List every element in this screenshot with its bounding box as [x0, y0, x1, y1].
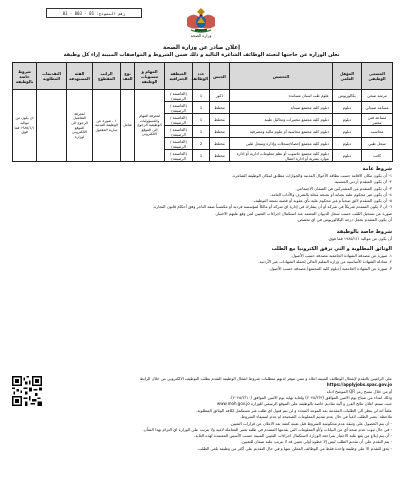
- job-title: مرشد صحي: [362, 90, 393, 102]
- job-gender: مختلط: [210, 138, 230, 150]
- job-count: 1: [193, 90, 210, 102]
- job-degree: دبلوم: [333, 114, 362, 126]
- col-header: التخصص: [230, 63, 333, 90]
- job-count: 2: [193, 138, 210, 150]
- job-tasks: لمعرفة المهام والمسؤوليات الوظيفية الرجوع إلى الموقع الالكتروني: [135, 90, 165, 162]
- job-specialization: دبلوم كلية مجتمع حاسوب أو نظم معلومات ادارية أو ادارة موارد بشرية أو ادارة اعمال: [230, 150, 333, 162]
- col-header: شروط خاصة بالوظيفة: [13, 63, 37, 90]
- job-specialization: دبلوم كلية مجتمع محاسبة أو علوم مالية ومصرفية: [230, 126, 333, 138]
- announcement-title: إعلان صادر عن وزارة الصحة: [162, 45, 241, 51]
- job-count: 1: [193, 114, 210, 126]
- target-group: لمعرفة التفاصيل الرجوع الى الموقع الالكتروني لوزارة: [67, 90, 93, 162]
- col-header: الفئة المستهدفة: [67, 63, 93, 90]
- col-header: المنطقة الجغرافية: [165, 63, 193, 90]
- jordan-coat-of-arms-icon: [183, 6, 219, 34]
- notes-section: [12, 408, 392, 452]
- required-documents: [37, 90, 67, 162]
- col-header: عدد الوظائف: [193, 63, 210, 90]
- job-gender: مختلط: [210, 150, 230, 162]
- col-header: الراتب المقطوع: [93, 63, 121, 90]
- note-line: ملاحظة: يعتبر الطلب لاغياً في حال عدم تقديم المعلومات الصحيحة او عدم استيفاء الشروط.: [240, 414, 392, 420]
- job-count: 1: [193, 126, 210, 138]
- job-region: (العاصمة / الرصيفة): [165, 126, 193, 138]
- note-line: - يتم التقدم على أن تقديم الطلب ليس إلا خطوة أولى تعيين قد لا يترتب عليه ضمان للتعيين.: [240, 439, 392, 445]
- note-line: علماً انه لن ينظر الى الطلبات المقدمة بعد الموعد المحدد و لن يتم قبول اي طلب غير مستكمل لكافة الوثائق المطلوبة.: [195, 408, 392, 413]
- job-specialization: دبلوم كلية مجتمع صيدلة: [230, 102, 333, 114]
- job-gender: مختلط: [210, 126, 230, 138]
- job-region: (العاصمة / الرصيفة): [165, 150, 193, 162]
- job-title: مساعد صيدلي: [362, 102, 393, 114]
- note-line: - أن يتم الحصول على وثيقة عدم محكومية الشروط قبل تعينه كعقد بعد الاعلان عن قرارات التعيين.: [229, 420, 392, 426]
- ministry-caption: وزارة الصحة: [190, 33, 212, 38]
- job-degree: دبلوم: [333, 138, 362, 150]
- condition-line: أن يكون المتقدم يحمل درجة البكالوريوس في اي تخصص.: [296, 217, 392, 223]
- application-link[interactable]: https://applyjobs.spac.gov.jo: [326, 382, 392, 388]
- general-conditions-title: شروط عامة: [362, 166, 392, 172]
- job-region: (العاصمة / الرصيفة): [165, 90, 193, 102]
- job-title: كاتب: [362, 150, 393, 162]
- special-conditions: ان يكون من مواليد ١٩٨٥/١/١ فما فوق: [13, 90, 37, 162]
- job-gender: ذكور: [210, 90, 230, 102]
- form-reference: 01 - 003 - 01 :رقم النموذج: [46, 8, 142, 18]
- job-gender: مختلط: [210, 102, 230, 114]
- job-region: (العاصمة / الرصيفة): [165, 114, 193, 126]
- vacancies-table: [12, 62, 393, 162]
- job-count: 1: [193, 102, 210, 114]
- job-specialization: دبلوم كلية مجتمع مختبرات وتحاليل طبية: [230, 114, 333, 126]
- instruction-line: وذلك ابتداء من صباح يوم الاثنين الموافق (٢٠٢٥/٢/٣) ولغاية نهاية يوم الاثنين الموافق (٢٠٢٥/٢/١٠).: [229, 394, 392, 400]
- condition-line: ٣- أن يكون المتقدم من المشتركين في الضمان الاجتماعي.: [295, 185, 392, 191]
- document-line: ١. صورة عن مصدقة الشهادة الجامعية مصدقة حسب الأصول.: [290, 253, 392, 258]
- application-instructions: [46, 376, 392, 407]
- col-header: المؤهل العلمي: [333, 63, 362, 90]
- note-line: - في حال ثبوت عدم صحة أي من البيانات و/أو المعلومات التي يقدمها المتقدم في طلبه تعتبر المعاملة لاغية ولا يترتب على الوزارة اي التزام بهذا الشأن.: [142, 426, 392, 432]
- condition-line: ٤- أن يكون غير محكوم عليه بجناية أو بجنحة مخلة بالشرف والآداب العامة.: [269, 191, 392, 197]
- job-degree: دبلوم: [333, 126, 362, 138]
- job-gender: مختلط: [210, 114, 230, 126]
- job-region: (العاصمة / الرصيفة): [165, 102, 193, 114]
- condition-line: صورة عن تسجيل اللقب حسب سجل الديوان المعتمد عند استكمال اجراءات التعيين لمن وقع عليهم الاختيار.: [214, 210, 392, 216]
- job-degree: دبلوم: [333, 102, 362, 114]
- qr-code-icon[interactable]: [12, 376, 42, 406]
- col-header: التقديمات المطلوبة: [37, 63, 67, 90]
- note-line: - يحق للتقدم الا على وظيفة واحدة فقط من الوظائف المعلن عنها و في حال التقديم على أكثر من وظيفة يلغى الطلب.: [197, 445, 392, 451]
- job-title: مساعد فني مختبر: [362, 114, 393, 126]
- job-degree: بكالوريوس: [333, 90, 362, 102]
- announcement-subtitle: تعلن الوزارة عن حاجتها لتعبئة الوظائف الشاغرة التالية و ذلك ضمن الشروط و المواصفات المبينة إزاء كل وظيفة: [63, 52, 340, 58]
- job-specialization: دبلوم كلية مجتمع إحصاء/سجلات وإدارة وسجل طبي: [230, 138, 333, 150]
- col-header: المسمى الوظيفي: [362, 63, 393, 90]
- condition-line: ٥- أن يكون المتقدم لائق صحياً و غير محكوم عليه بأي عقوبة أو قضية تمنعه التوظيف.: [252, 198, 392, 204]
- contract-type: شامل: [121, 90, 135, 162]
- col-header: الجنس: [210, 63, 230, 90]
- job-region: (العاصمة / الرصيفة): [165, 138, 193, 150]
- instruction-line: حيث سيتم اعلان نتائج الفرز و آلية تقاديم خاصة بالوظيفة على الموقع الرسمي للوزارة www.moh.gov.jo: [216, 401, 392, 407]
- salary-note: ١ - صورة عن الوظيفة المدنية سارية المفعول: [93, 90, 121, 162]
- table-row: [13, 90, 393, 102]
- col-header: المهام و مستويات الوظيفة: [135, 63, 165, 90]
- job-count: 1: [193, 150, 210, 162]
- col-header: نوع العقد: [121, 63, 135, 90]
- instruction-line: على الراغبين بالتقدم لإشغال الوظائف المبينة اعلاه و ممن تتوفر لديهم متطلبات شروط اشغال الوظيفة التقدم بطلب التوظيف الالكتروني من خلال الرابط: [139, 376, 392, 381]
- condition-line: ٦- أن لا يكون المتقدم شريكاً في شركة أو أن يشارك في إدارة اي شركة أو مالكاً لمؤسسة فردية أو مكتسباً صفة التاجر وفق أحكام قانون التجارة.: [152, 204, 392, 210]
- document-line: ٣. صورة عن الشهادة الجامعية (دبلوم كلية المجتمع) مصدقة حسب الأصول.: [268, 265, 392, 271]
- condition-line: ١- أن يكون مكان الاقامة حسب بطاقة الأحوال المدنية والجوازات مطابق لمكان الوظيفة الشاغرة.: [231, 173, 392, 178]
- special-condition-line: أن يكون من مواليد ١٩٨٥/١/١ فما فوق.: [327, 236, 392, 241]
- condition-line: ٢- أن يكون المتقدم أردني الجنسية.: [333, 179, 392, 185]
- job-title: محاسب: [362, 126, 393, 138]
- table-header-row: [13, 63, 393, 90]
- job-specialization: علوم طب اسنان مساندة: [230, 90, 333, 102]
- document-line: ٢. معادلة الشهادة الأساسية من وزارة التعليم العالي لحملة الشهادات غير الأردنية.: [258, 259, 392, 265]
- general-conditions: [12, 166, 392, 223]
- documents-section: [12, 246, 392, 272]
- instruction-line: أو من خلال مسح رمز QR الموضح ادناه: [326, 388, 392, 394]
- special-conditions-section: [12, 229, 392, 242]
- job-degree: دبلوم: [333, 150, 362, 162]
- job-title: سجل طبي: [362, 138, 393, 150]
- note-line: - أن يتم إبلاغ من يقع عليه الاختيار بمراجعة الوزارة لاستكمال اجراءات التعيين المبينة حسب الأسس المعتمدة لهذه الغاية.: [194, 433, 392, 439]
- documents-title: الوثائق المطلوبة و التي ترفق الكترونيا مع الطلب: [271, 246, 392, 252]
- special-conditions-title: شروط خاصة بالوظيفة: [336, 229, 392, 235]
